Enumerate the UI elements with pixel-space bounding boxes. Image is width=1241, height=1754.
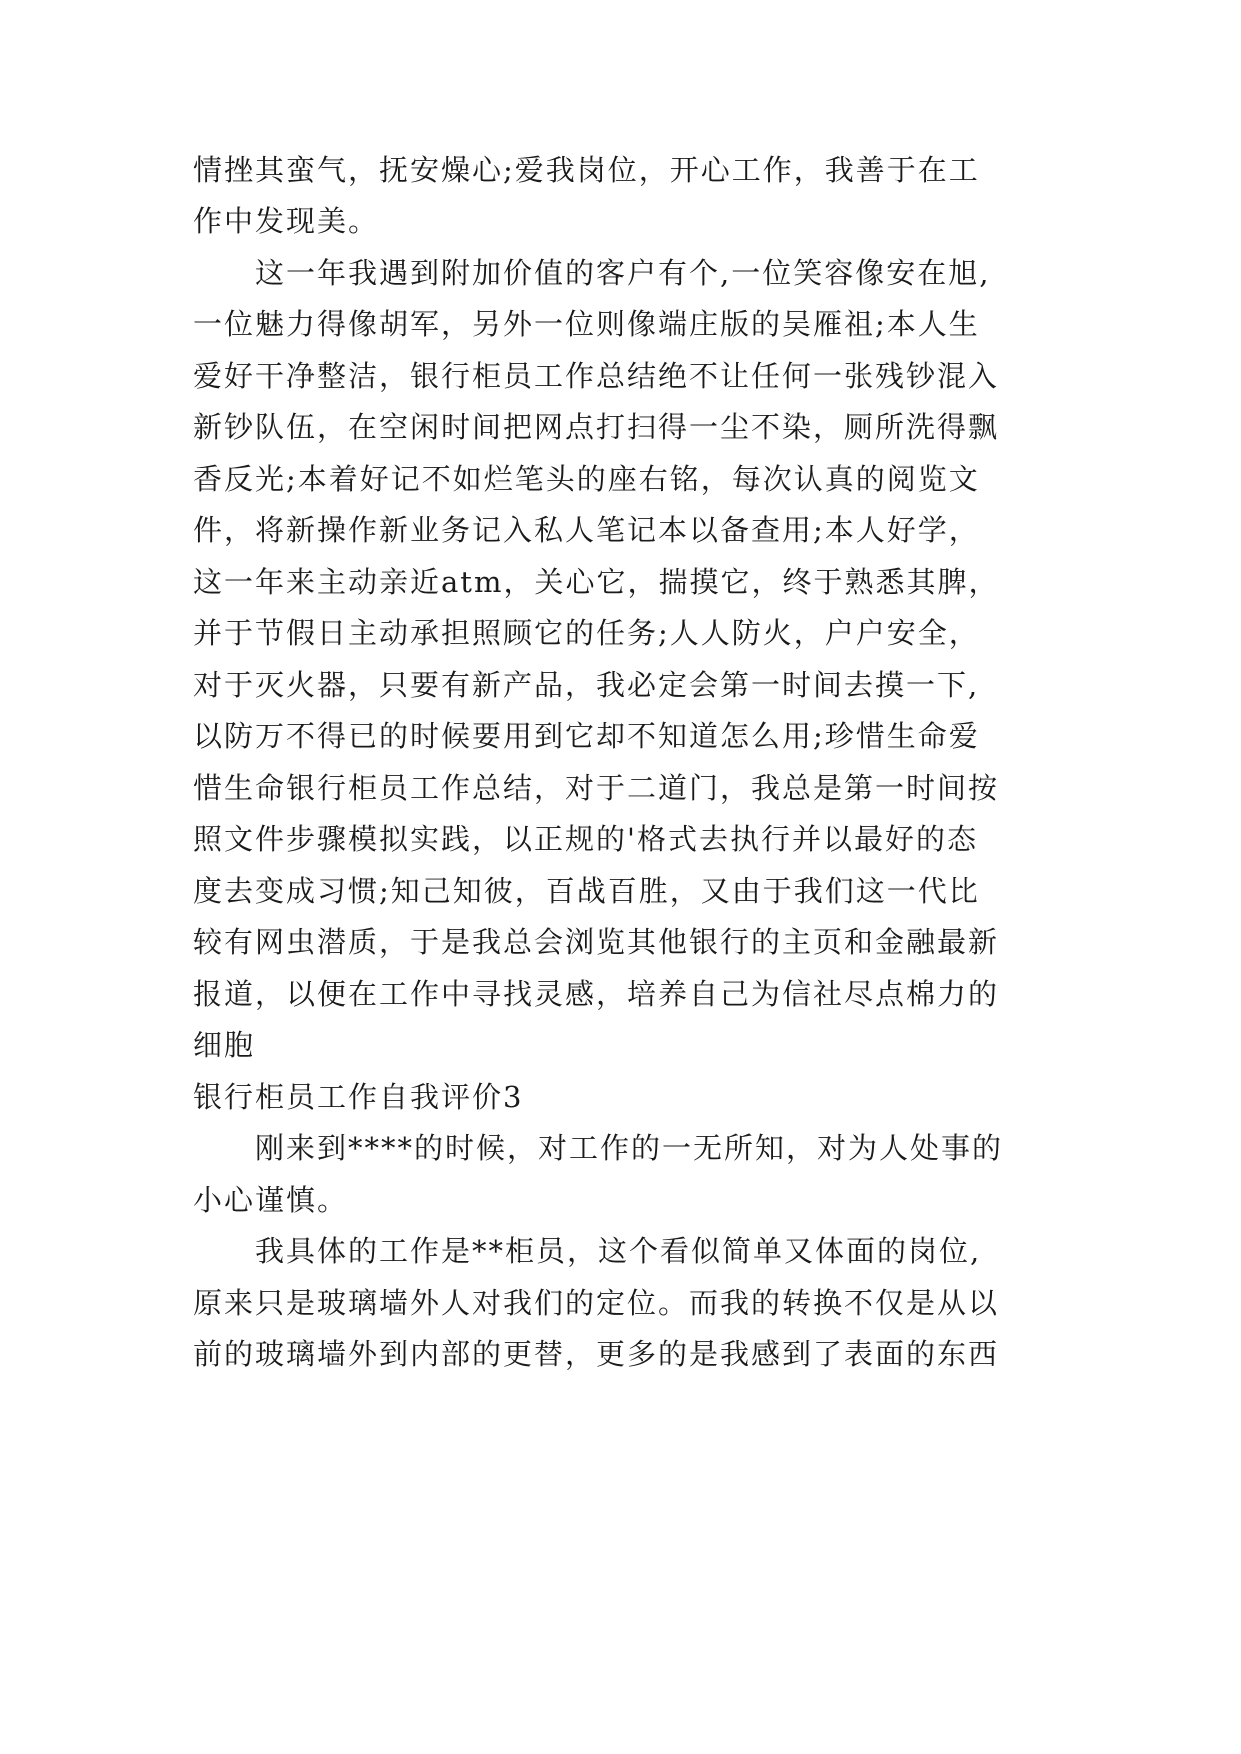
paragraph-line: 爱好干净整洁，银行柜员工作总结绝不让任何一张残钞混入	[193, 359, 1000, 393]
paragraph-line: 以防万不得已的时候要用到它却不知道怎么用;珍惜生命爱	[193, 719, 980, 753]
paragraph-line: 小心谨慎。	[193, 1183, 349, 1217]
paragraph-line: 刚来到****的时候，对工作的一无所知，对为人处事的	[193, 1131, 1004, 1165]
paragraph-line: 作中发现美。	[193, 204, 380, 238]
paragraph-line: 对于灭火器，只要有新产品，我必定会第一时间去摸一下,	[193, 668, 980, 702]
paragraph-line: 这一年我遇到附加价值的客户有个,一位笑容像安在旭,	[193, 256, 991, 290]
paragraph-line: 原来只是玻璃墙外人对我们的定位。而我的转换不仅是从以	[193, 1286, 1000, 1320]
section-heading: 银行柜员工作自我评价3	[193, 1080, 524, 1114]
paragraph-line: 度去变成习惯;知己知彼，百战百胜，又由于我们这一代比	[193, 874, 980, 908]
paragraph-line: 香反光;本着好记不如烂笔头的座右铭，每次认真的阅览文	[193, 462, 980, 496]
paragraph-line: 细胞	[193, 1028, 256, 1062]
paragraph-line: 并于节假日主动承担照顾它的任务;人人防火，户户安全，	[193, 616, 980, 650]
paragraph-line: 前的玻璃墙外到内部的更替，更多的是我感到了表面的东西	[193, 1337, 1000, 1371]
paragraph-line: 新钞队伍，在空闲时间把网点打扫得一尘不染，厕所洗得飘	[193, 410, 1000, 444]
paragraph-line: 照文件步骤模拟实践，以正规的'格式去执行并以最好的态	[193, 822, 978, 856]
paragraph-line: 报道，以便在工作中寻找灵感，培养自己为信社尽点棉力的	[193, 977, 1000, 1011]
paragraph-line: 这一年来主动亲近atm，关心它，揣摸它，终于熟悉其脾，	[193, 565, 1000, 599]
paragraph-line: 件，将新操作新业务记入私人笔记本以备查用;本人好学，	[193, 513, 980, 547]
paragraph-line: 情挫其蛮气，抚安燥心;爱我岗位，开心工作，我善于在工	[193, 153, 980, 187]
paragraph-line: 惜生命银行柜员工作总结，对于二道门，我总是第一时间按	[193, 771, 1000, 805]
paragraph-line: 一位魅力得像胡军，另外一位则像端庄版的吴雁祖;本人生	[193, 307, 980, 341]
paragraph-line: 我具体的工作是**柜员，这个看似简单又体面的岗位,	[193, 1234, 982, 1268]
paragraph-line: 较有网虫潜质，于是我总会浏览其他银行的主页和金融最新	[193, 925, 1000, 959]
